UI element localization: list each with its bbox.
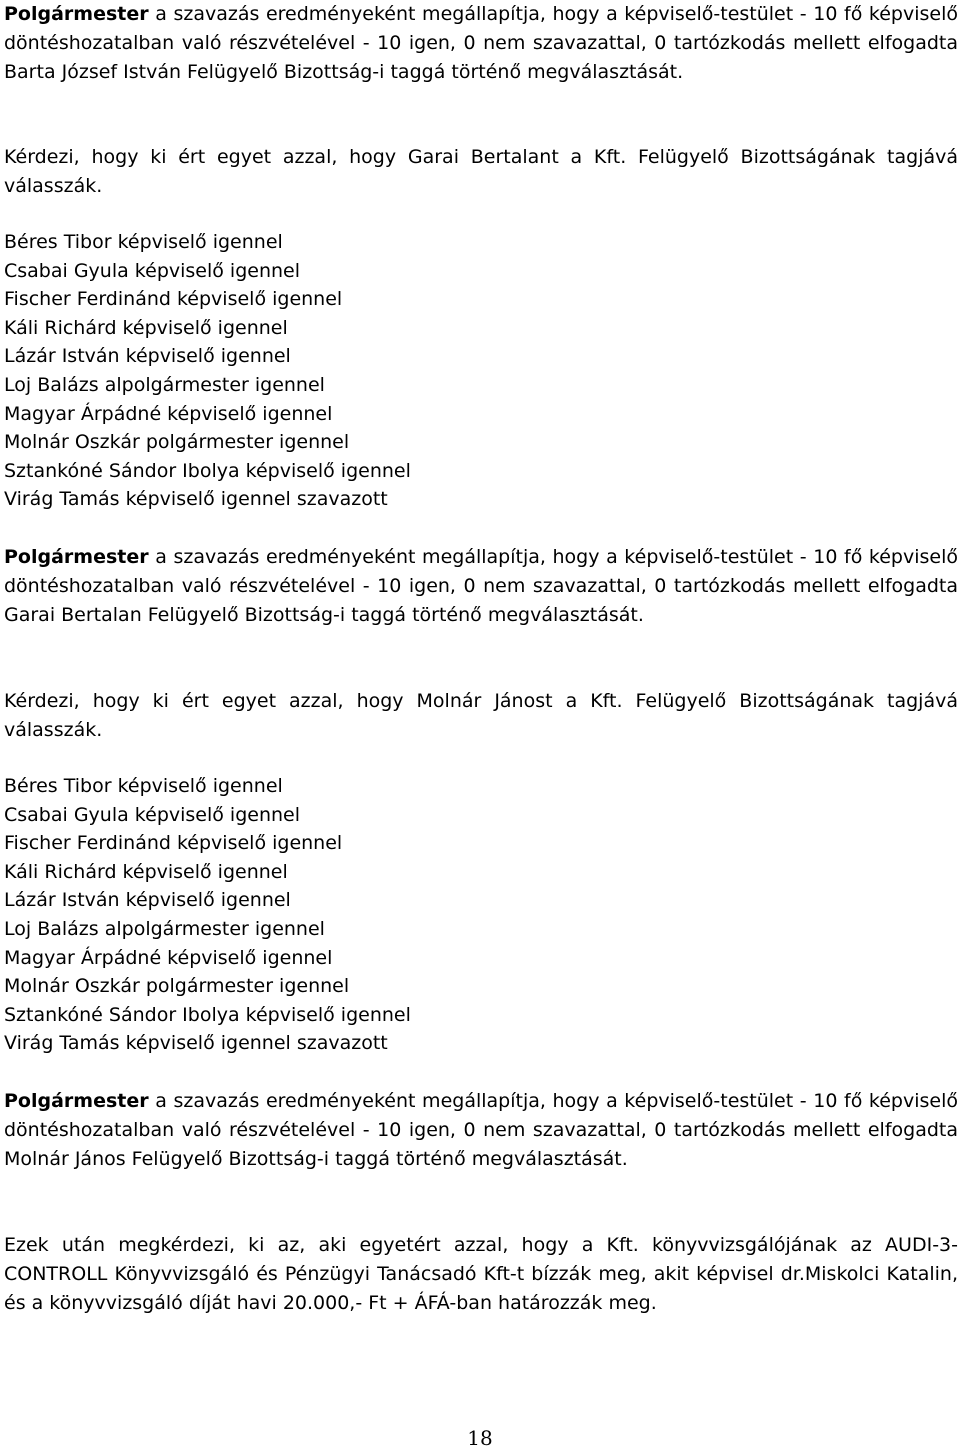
vote-entry: Káli Richárd képviselő igennel [4, 316, 288, 339]
vote-entry: Csabai Gyula képviselő igennel [4, 259, 301, 282]
vote-entry: Fischer Ferdinánd képviselő igennel [4, 288, 343, 311]
vote-entry: Molnár Oszkár polgármester igennel [4, 975, 350, 998]
question-paragraph-2 [4, 687, 958, 745]
vote-entry: Loj Balázs alpolgármester igennel [4, 917, 325, 940]
vote-entry: Lázár István képviselő igennel [4, 345, 291, 368]
question-text: Ezek után megkérdezi, ki az, aki egyetért azzal, hogy a Kft. könyvvizsgálójának az AUDI-3-CONTROLL Könyvvizsgáló és Pénzügyi Tanácsadó Kft-t bízzák meg, akit képvisel dr.Miskolci Katalin, és a könyvvizsgáló díját havi 20.000,- Ft + ÁFÁ-ban határozzák meg. [4, 1234, 958, 1314]
vote-entry: Molnár Oszkár polgármester igennel [4, 431, 350, 454]
question-text: Kérdezi, hogy ki ért egyet azzal, hogy Molnár Jánost a Kft. Felügyelő Bizottságának tagjává válasszák. [4, 690, 958, 741]
vote-entry: Béres Tibor képviselő igennel [4, 775, 283, 797]
vote-entry: Csabai Gyula képviselő igennel [4, 803, 301, 826]
speaker-label: Polgármester [4, 546, 149, 568]
resolution-text: a szavazás eredményeként megállapítja, hogy a képviselő-testület - 10 fő képviselő döntéshozatalban való részvételével - 10 igen, 0 nem szavazattal, 0 tartózkodás mellett elfogadta Molnár János Felügyelő Bizottság-i taggá történő megválasztását. [4, 1090, 958, 1170]
vote-entry: Káli Richárd képviselő igennel [4, 860, 288, 883]
vote-list-2 [4, 772, 958, 1058]
vote-entry: Magyar Árpádné képviselő igennel [4, 946, 333, 969]
question-paragraph-1 [4, 143, 958, 201]
vote-entry: Virág Tamás képviselő igennel szavazott [4, 1032, 388, 1055]
vote-entry: Béres Tibor képviselő igennel [4, 231, 283, 253]
resolution-text: a szavazás eredményeként megállapítja, hogy a képviselő-testület - 10 fő képviselő döntéshozatalban való részvételével - 10 igen, 0 nem szavazattal, 0 tartózkodás mellett elfogadta Barta József István Felügyelő Bizottság-i taggá történő megválasztását. [4, 3, 958, 83]
vote-list-1 [4, 228, 958, 514]
speaker-label: Polgármester [4, 1090, 149, 1112]
resolution-paragraph-2 [4, 543, 958, 630]
auditor-question-paragraph [4, 1231, 958, 1318]
resolution-text: a szavazás eredményeként megállapítja, hogy a képviselő-testület - 10 fő képviselő döntéshozatalban való részvételével - 10 igen, 0 nem szavazattal, 0 tartózkodás mellett elfogadta Garai Bertalan Felügyelő Bizottság-i taggá történő megválasztását. [4, 546, 958, 626]
vote-entry: Sztankóné Sándor Ibolya képviselő igennel [4, 1003, 411, 1026]
vote-entry: Fischer Ferdinánd képviselő igennel [4, 832, 343, 855]
vote-entry: Loj Balázs alpolgármester igennel [4, 373, 325, 396]
vote-entry: Magyar Árpádné képviselő igennel [4, 402, 333, 425]
vote-entry: Sztankóné Sándor Ibolya képviselő igennel [4, 459, 411, 482]
resolution-paragraph-3 [4, 1087, 958, 1174]
speaker-label: Polgármester [4, 3, 149, 25]
resolution-paragraph-1 [4, 0, 958, 87]
vote-entry: Virág Tamás képviselő igennel szavazott [4, 488, 388, 511]
page-number: 18 [467, 1426, 493, 1450]
question-text: Kérdezi, hogy ki ért egyet azzal, hogy Garai Bertalant a Kft. Felügyelő Bizottságának tagjává válasszák. [4, 146, 958, 197]
vote-entry: Lázár István képviselő igennel [4, 889, 291, 912]
